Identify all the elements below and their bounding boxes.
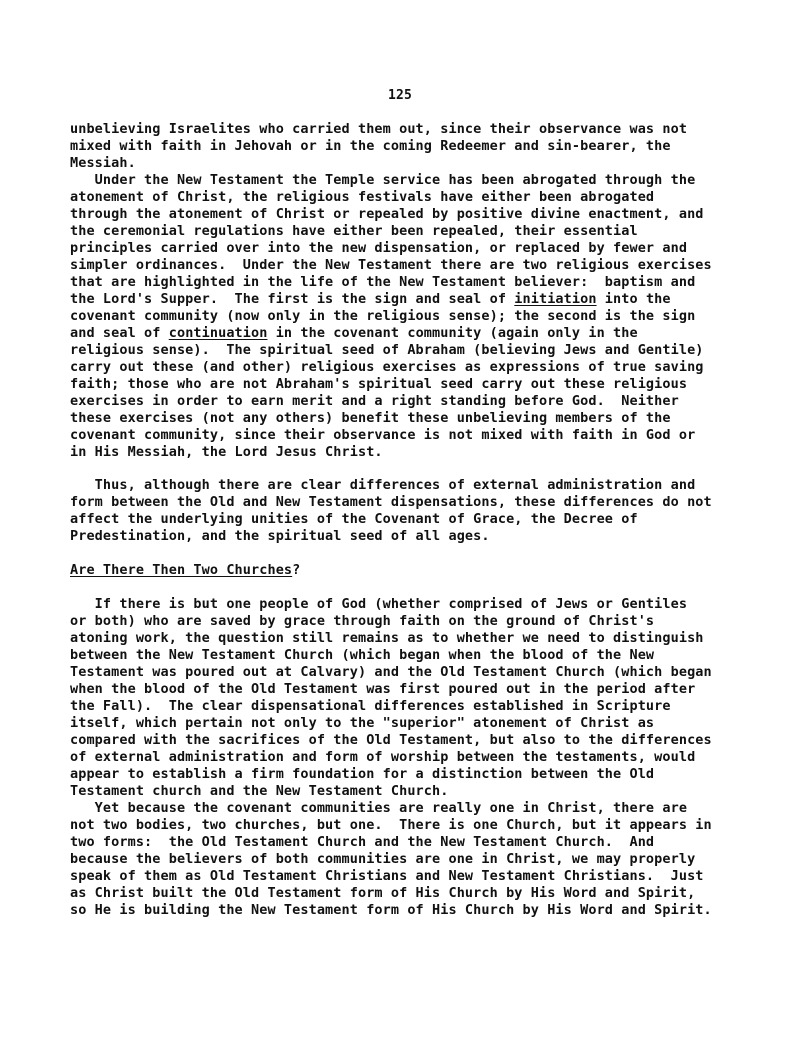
text-fragment: the Lord's Supper. The first is the sign and seal of — [70, 291, 515, 307]
text-line: because the believers of both communities are one in Christ, we may properly — [70, 851, 696, 867]
text-line: through the atonement of Christ or repealed by positive divine enactment, and — [70, 206, 704, 222]
text-line: unbelieving Israelites who carried them out, since their observance was not — [70, 121, 688, 137]
text-line: covenant community, since their observance is not mixed with faith in God or — [70, 427, 696, 443]
text-line: or both) who are saved by grace through faith on the ground of Christ's — [70, 613, 655, 629]
text-line: that are highlighted in the life of the New Testament believer: baptism and — [70, 274, 696, 290]
heading-mark: ? — [292, 562, 301, 578]
text-line: itself, which pertain not only to the "superior" atonement of Christ as — [70, 715, 655, 731]
text-line: appear to establish a firm foundation for a distinction between the Old — [70, 766, 655, 782]
text-line: affect the underlying unities of the Covenant of Grace, the Decree of — [70, 511, 638, 527]
text-line-with-underline — [70, 291, 760, 308]
text-line: mixed with faith in Jehovah or in the coming Redeemer and sin-bearer, the — [70, 138, 671, 154]
text-line: Testament church and the New Testament Church. — [70, 783, 449, 799]
text-line: of external administration and form of worship between the testaments, would — [70, 749, 696, 765]
text-fragment: in the covenant community (again only in the — [267, 325, 638, 341]
text-line: in His Messiah, the Lord Jesus Christ. — [70, 444, 383, 460]
text-line: atonement of Christ, the religious festivals have either been abrogated — [70, 189, 655, 205]
text-line: Under the New Testament the Temple service has been abrogated through the — [70, 172, 696, 188]
text-fragment: into the — [596, 291, 671, 307]
text-line-with-underline — [70, 325, 760, 342]
text-line: faith; those who are not Abraham's spiritual seed carry out these religious — [70, 376, 688, 392]
underlined-term-continuation: continuation — [168, 325, 268, 341]
text-line: If there is but one people of God (whether comprised of Jews or Gentiles — [70, 596, 688, 612]
text-line: Testament was poured out at Calvary) and the Old Testament Church (which began — [70, 664, 712, 680]
text-line: not two bodies, two churches, but one. There is one Church, but it appears in — [70, 817, 712, 833]
paragraph-block-1 — [70, 121, 760, 461]
text-line: principles carried over into the new dispensation, or replaced by fewer and — [70, 240, 688, 256]
text-line: carry out these (and other) religious exercises as expressions of true saving — [70, 359, 704, 375]
heading-text: Are There Then Two Churches — [70, 562, 293, 578]
text-line: religious sense). The spiritual seed of Abraham (believing Jews and Gentile) — [70, 342, 704, 358]
text-line: when the blood of the Old Testament was first poured out in the period after — [70, 681, 696, 697]
text-line: so He is building the New Testament form of His Church by His Word and Spirit. — [70, 902, 712, 918]
text-line: Predestination, and the spiritual seed of all ages. — [70, 528, 490, 544]
text-line: exercises in order to earn merit and a right standing before God. Neither — [70, 393, 679, 409]
paragraph-block-3 — [70, 596, 760, 919]
text-line: between the New Testament Church (which began when the blood of the New — [70, 647, 655, 663]
text-line: Yet because the covenant communities are really one in Christ, there are — [70, 800, 688, 816]
text-line: compared with the sacrifices of the Old Testament, but also to the differences — [70, 732, 712, 748]
section-heading — [70, 562, 760, 579]
text-line: the Fall). The clear dispensational differences established in Scripture — [70, 698, 671, 714]
text-line: Thus, although there are clear differences of external administration and — [70, 477, 696, 493]
underlined-term-initiation: initiation — [514, 291, 597, 307]
text-line: the ceremonial regulations have either been repealed, their essential — [70, 223, 638, 239]
text-line: form between the Old and New Testament dispensations, these differences do not — [70, 494, 712, 510]
paragraph-block-2 — [70, 477, 760, 545]
text-line: covenant community (now only in the religious sense); the second is the sign — [70, 308, 696, 324]
text-line: two forms: the Old Testament Church and the New Testament Church. And — [70, 834, 655, 850]
text-line: these exercises (not any others) benefit these unbelieving members of the — [70, 410, 671, 426]
text-line: simpler ordinances. Under the New Testament there are two religious exercises — [70, 257, 712, 273]
text-fragment: and seal of — [70, 325, 169, 341]
page-number: 125 — [387, 88, 413, 103]
text-line: atoning work, the question still remains as to whether we need to distinguish — [70, 630, 704, 646]
text-line: Messiah. — [70, 155, 136, 171]
text-line: speak of them as Old Testament Christians and New Testament Christians. Just — [70, 868, 704, 884]
text-line: as Christ built the Old Testament form of His Church by His Word and Spirit, — [70, 885, 696, 901]
